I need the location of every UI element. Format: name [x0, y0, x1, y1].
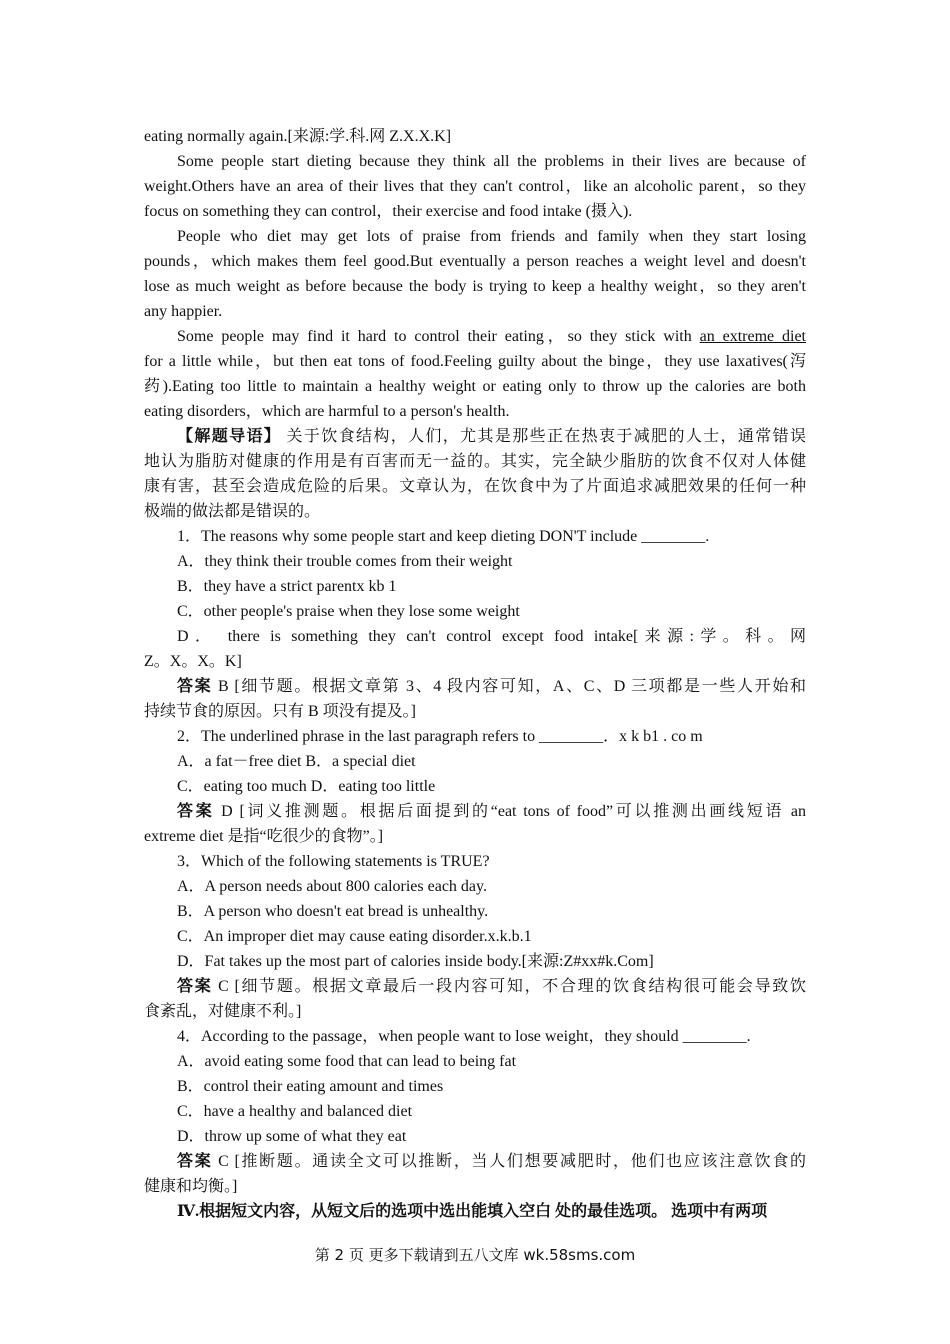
passage-line: eating normally again.[来源:学.科.网 Z.X.X.K] [144, 128, 452, 145]
answer-letter: B [218, 678, 229, 695]
passage-line: weight.Others have an area of their lives that they can't control，like an alcoholic parent，so they [144, 178, 806, 195]
option: A．a fat－free diet B．a special diet [177, 753, 416, 770]
answer-line [144, 799, 806, 824]
option: A．A person needs about 800 calories each day. [177, 878, 487, 895]
guide-line: 地认为脂肪对健康的作用是有百害而无一益的。其实，完全缺少脂肪的饮食不仅对人体健 [144, 453, 806, 470]
question-stem: 1．The reasons why some people start and keep dieting DON'T include ________. [177, 528, 710, 545]
answer-explanation: [细节题。根据文章第 3、4 段内容可知，A、C、D 三项都是一些人开始和 [234, 678, 806, 695]
option: D． there is something they can't control except food intake[来源:学。科。网 [177, 628, 806, 645]
answer-explanation: [细节题。根据文章最后一段内容可知，不合理的饮食结构很可能会导致饮 [234, 978, 806, 995]
guide-line: 极端的做法都是错误的。 [144, 503, 321, 520]
option: B．A person who doesn't eat bread is unhealthy. [177, 903, 489, 920]
guide-label: 【解题导语】 [177, 428, 282, 445]
answer-label: 答案 [177, 803, 215, 820]
passage-line: any happier. [144, 303, 223, 320]
answer-explanation: 持续节食的原因。只有 B 项没有提及。] [144, 703, 417, 720]
answer-explanation: [推断题。通读全文可以推断，当人们想要减肥时，他们也应该注意饮食的 [234, 1153, 806, 1170]
guide-text: 关于饮食结构，人们，尤其是那些正在热衷于减肥的人士，通常错误 [286, 428, 806, 445]
option: Z。X。X。K] [144, 653, 242, 670]
passage-line: for a little while，but then eat tons of food.Feeling guilty about the binge，they use laxatives(泻 [144, 353, 807, 370]
answer-explanation: 健康和均衡。] [144, 1178, 238, 1195]
passage-line: lose as much weight as before because the body is trying to keep a healthy weight，so they aren't [144, 278, 806, 295]
underlined-phrase: an extreme diet [699, 328, 806, 345]
answer-letter: C [218, 1153, 229, 1170]
option: D．Fat takes up the most part of calories inside body.[来源:Z#xx#k.Com] [177, 953, 654, 970]
option: A．avoid eating some food that can lead to being fat [177, 1053, 517, 1070]
answer-letter: C [218, 978, 229, 995]
passage-line: focus on something they can control，their exercise and food intake (摄入). [144, 203, 633, 220]
answer-label: 答案 [177, 978, 213, 995]
option: A．they think their trouble comes from their weight [177, 553, 513, 570]
question-stem: 4．According to the passage，when people want to lose weight，they should ________. [177, 1028, 751, 1045]
answer-explanation: [词义推测题。根据后面提到的“eat tons of food”可以推测出画线短语 an [239, 803, 806, 820]
passage-line: Some people start dieting because they think all the problems in their lives are because of [177, 153, 806, 170]
passage-line: eating disorders，which are harmful to a person's health. [144, 403, 510, 420]
option: D．throw up some of what they eat [177, 1128, 407, 1145]
answer-label: 答案 [177, 1153, 213, 1170]
answer-line [144, 974, 806, 999]
option: C．other people's praise when they lose some weight [177, 603, 520, 620]
passage-line: pounds，which makes them feel good.But eventually a person reaches a weight level and doesn't [144, 253, 806, 270]
passage-line [144, 324, 806, 349]
option: B．control their eating amount and times [177, 1078, 444, 1095]
passage-line: 药).Eating too little to maintain a healthy weight or eating only to throw up the calories are both [144, 378, 806, 395]
guide-line: 康有害，甚至会造成危险的后果。文章认为，在饮食中为了片面追求减肥效果的任何一种 [144, 478, 806, 495]
answer-explanation: 食紊乱，对健康不利。] [144, 1003, 302, 1020]
question-stem: 3．Which of the following statements is TRUE? [177, 853, 490, 870]
option: C．have a healthy and balanced diet [177, 1103, 413, 1120]
section-heading: Ⅳ.根据短文内容，从短文后的选项中选出能填入空白 处的最佳选项。 选项中有两项 [177, 1203, 768, 1220]
option: B．they have a strict parentx kb 1 [177, 578, 397, 595]
option: C．eating too much D．eating too little [177, 778, 436, 795]
option: C．An improper diet may cause eating disorder.x.k.b.1 [177, 928, 532, 945]
passage-line: People who diet may get lots of praise from friends and family when they start losing [177, 228, 806, 245]
page-content [144, 124, 806, 1224]
answer-line [144, 1149, 806, 1174]
passage-text: Some people may find it hard to control their eating，so they stick with [177, 328, 692, 345]
answer-letter: D [221, 803, 233, 820]
page-footer: 第 2 页 更多下载请到五八文库 wk.58sms.com [314, 1246, 636, 1264]
question-stem: 2．The underlined phrase in the last paragraph refers to ________．x k b1 . co m [177, 728, 703, 745]
guide-line [144, 424, 806, 449]
answer-line [144, 674, 806, 699]
answer-explanation: extreme diet 是指“吃很少的食物”。] [144, 828, 384, 845]
answer-label: 答案 [177, 678, 213, 695]
